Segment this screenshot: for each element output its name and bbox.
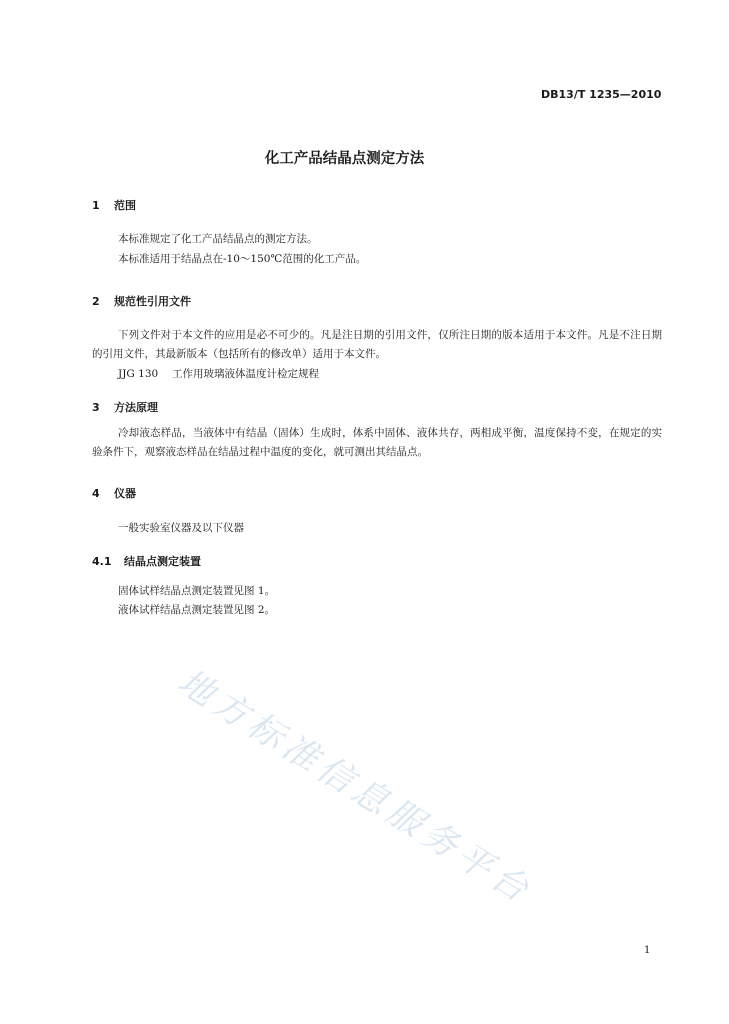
section-1-number: 1	[92, 199, 100, 212]
watermark: 地方标准信息服务平台	[170, 661, 540, 913]
page-number: 1	[644, 945, 651, 956]
section-1-heading	[92, 197, 136, 213]
document-title-text: 化工产品结晶点测定方法	[264, 151, 425, 167]
section-1-para-2: 本标准适用于结晶点在-10～150℃范围的化工产品。	[118, 253, 367, 265]
section-4-1-title: 结晶点测定装置	[124, 555, 201, 568]
section-4-1-para-1: 固体试样结晶点测定装置见图 1。	[118, 585, 276, 597]
reference-title: 工作用玻璃液体温度计检定规程	[172, 368, 319, 380]
reference-item	[118, 365, 319, 384]
section-1-title: 范围	[114, 199, 136, 212]
section-3-para-1: 冷却液态样品，当液体中有结晶（固体）生成时，体系中固体、液体共存，两相成平衡，温度保持不变，在规定的实验条件下，观察液态样品在结晶过程中温度的变化，就可测出其结晶点。	[92, 427, 662, 458]
section-3-number: 3	[92, 401, 100, 414]
section-4-number: 4	[92, 487, 100, 500]
section-2-para-1: 下列文件对于本文件的应用是必不可少的。凡是注日期的引用文件，仅所注日期的版本适用于本文件。凡是不注日期的引用文件，其最新版本（包括所有的修改单）适用于本文件。	[92, 329, 662, 360]
standard-code: DB13/T 1235—2010	[541, 88, 662, 101]
section-4-heading	[92, 485, 136, 501]
section-4-1-para-2: 液体试样结晶点测定装置见图 2。	[118, 604, 276, 616]
section-2-number: 2	[92, 295, 100, 308]
reference-code: JJG 130	[118, 368, 159, 380]
document-title	[0, 147, 729, 168]
section-4-title: 仪器	[114, 487, 136, 500]
section-3-title: 方法原理	[114, 401, 158, 414]
section-1-para-1: 本标准规定了化工产品结晶点的测定方法。	[118, 233, 318, 245]
section-4-para-1: 一般实验室仪器及以下仪器	[118, 522, 244, 534]
section-2-title: 规范性引用文件	[114, 295, 191, 308]
section-2-heading	[92, 293, 191, 309]
section-3-heading	[92, 399, 158, 415]
section-4-1-number: 4.1	[92, 555, 112, 568]
section-4-1-heading	[92, 553, 201, 569]
